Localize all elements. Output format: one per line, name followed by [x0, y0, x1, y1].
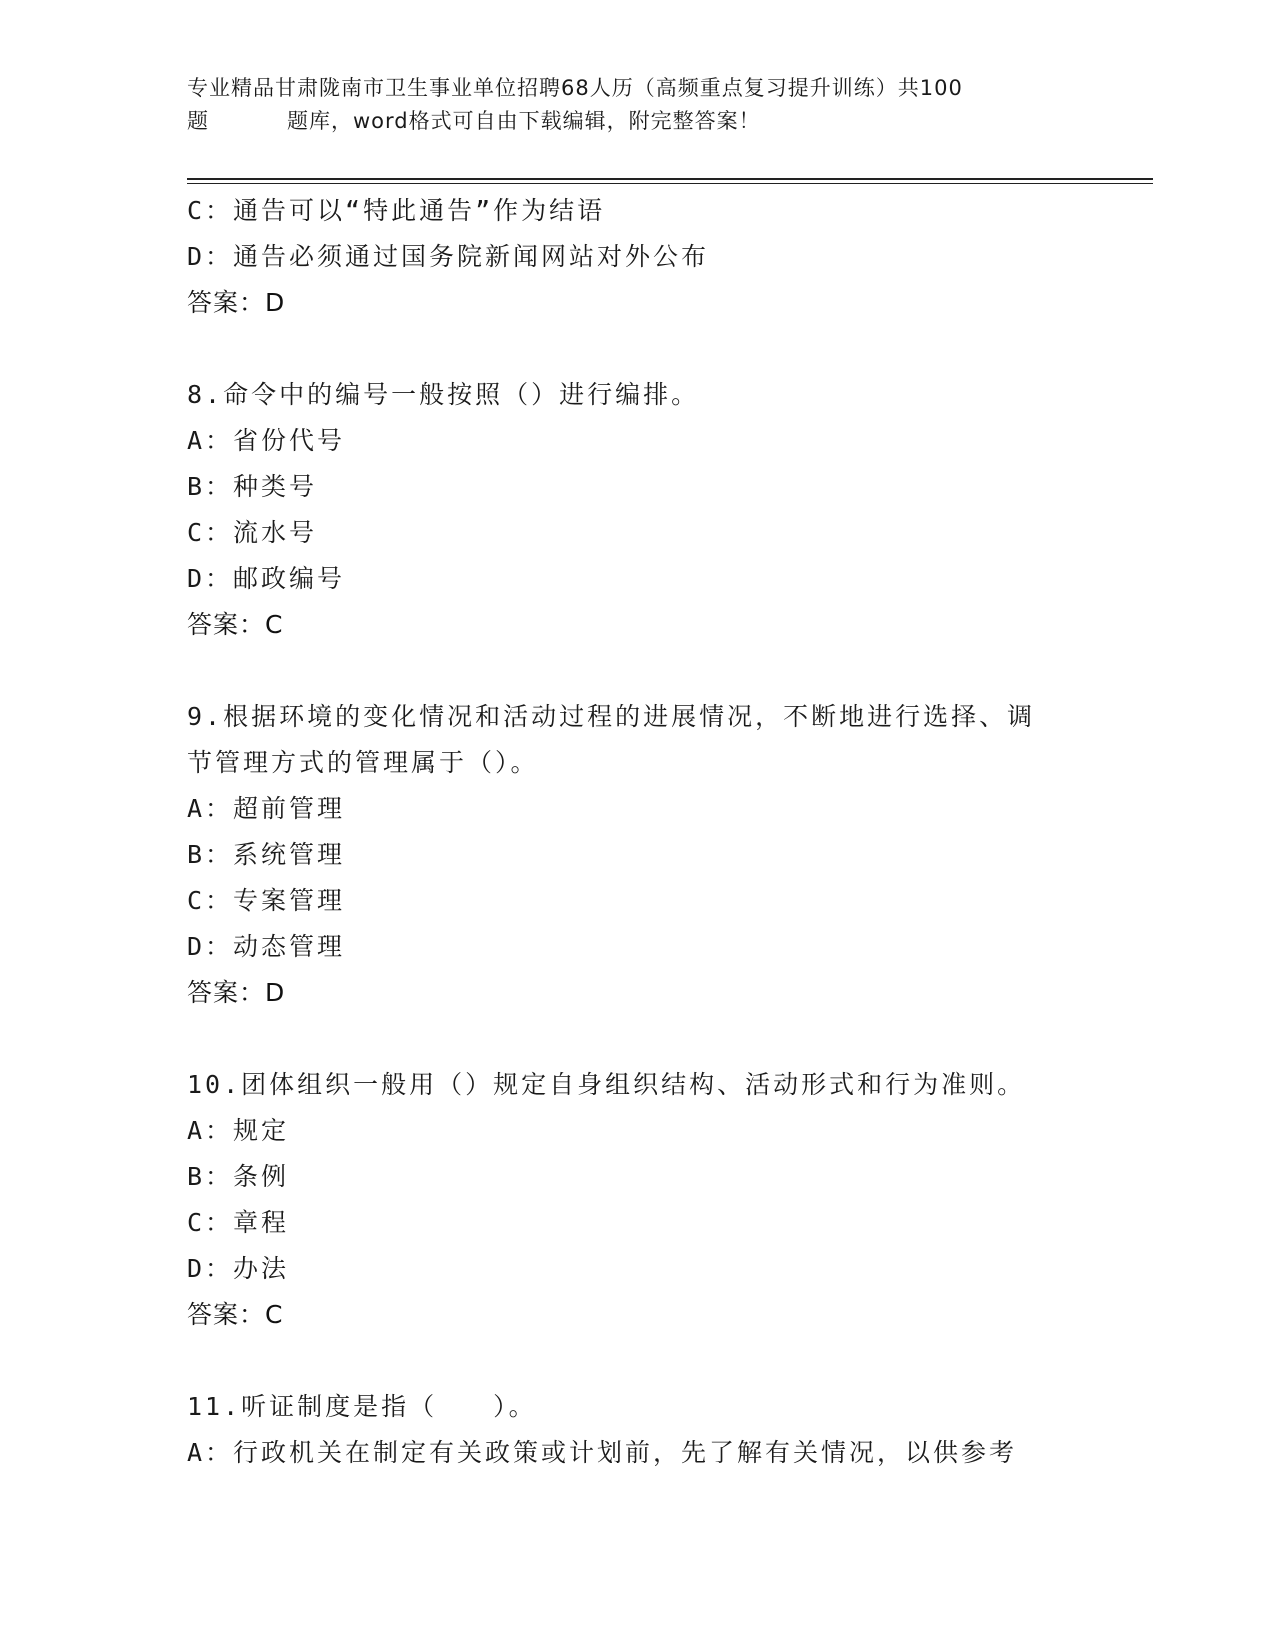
- answer-line: 答案：D: [187, 978, 286, 1007]
- question-text: 8.命令中的编号一般按照（）进行编排。: [187, 380, 700, 409]
- question-block-10: [187, 1062, 1107, 1338]
- question-block-7: [187, 188, 1107, 326]
- questions-content: [187, 188, 1107, 1522]
- option-a: A：超前管理: [187, 794, 346, 823]
- header-divider-thick: [187, 178, 1153, 180]
- option-c: C：专案管理: [187, 886, 346, 915]
- question-block-8: [187, 372, 1107, 648]
- option-c: C：章程: [187, 1208, 290, 1237]
- question-text: 9.根据环境的变化情况和活动过程的进展情况，不断地进行选择、调: [187, 702, 1036, 731]
- option-b: B：条例: [187, 1162, 290, 1191]
- option-a: A：规定: [187, 1116, 290, 1145]
- question-block-11: [187, 1384, 1107, 1476]
- header-title-line-2-b: 题库，word格式可自由下载编辑，附完整答案！: [287, 109, 761, 133]
- question-text: 10.团体组织一般用（）规定自身组织结构、活动形式和行为准则。: [187, 1070, 1026, 1099]
- option-d: D：动态管理: [187, 932, 346, 961]
- answer-line: 答案：D: [187, 288, 286, 317]
- option-d: D：办法: [187, 1254, 290, 1283]
- option-c: C：流水号: [187, 518, 318, 547]
- option-d: D：通告必须通过国务院新闻网站对外公布: [187, 242, 710, 271]
- question-text-continued: 节管理方式的管理属于（）。: [187, 748, 539, 777]
- option-b: B：系统管理: [187, 840, 346, 869]
- option-a: A：行政机关在制定有关政策或计划前，先了解有关情况，以供参考: [187, 1438, 1018, 1467]
- option-d: D：邮政编号: [187, 564, 346, 593]
- header-title-line-2-a: 题: [187, 109, 209, 133]
- option-b: B：种类号: [187, 472, 318, 501]
- answer-line: 答案：C: [187, 610, 284, 639]
- option-a: A：省份代号: [187, 426, 346, 455]
- header-title-line-2: [187, 105, 1087, 138]
- answer-line: 答案：C: [187, 1300, 284, 1329]
- question-block-9: [187, 694, 1107, 1016]
- header-title-line-1: 专业精品甘肃陇南市卫生事业单位招聘68人历（高频重点复习提升训练）共100: [187, 76, 963, 100]
- option-c: C：通告可以“特此通告”作为结语: [187, 196, 606, 225]
- document-header: [187, 72, 1087, 138]
- header-divider-thin: [187, 183, 1153, 184]
- question-text: 11.听证制度是指（ ）。: [187, 1392, 537, 1421]
